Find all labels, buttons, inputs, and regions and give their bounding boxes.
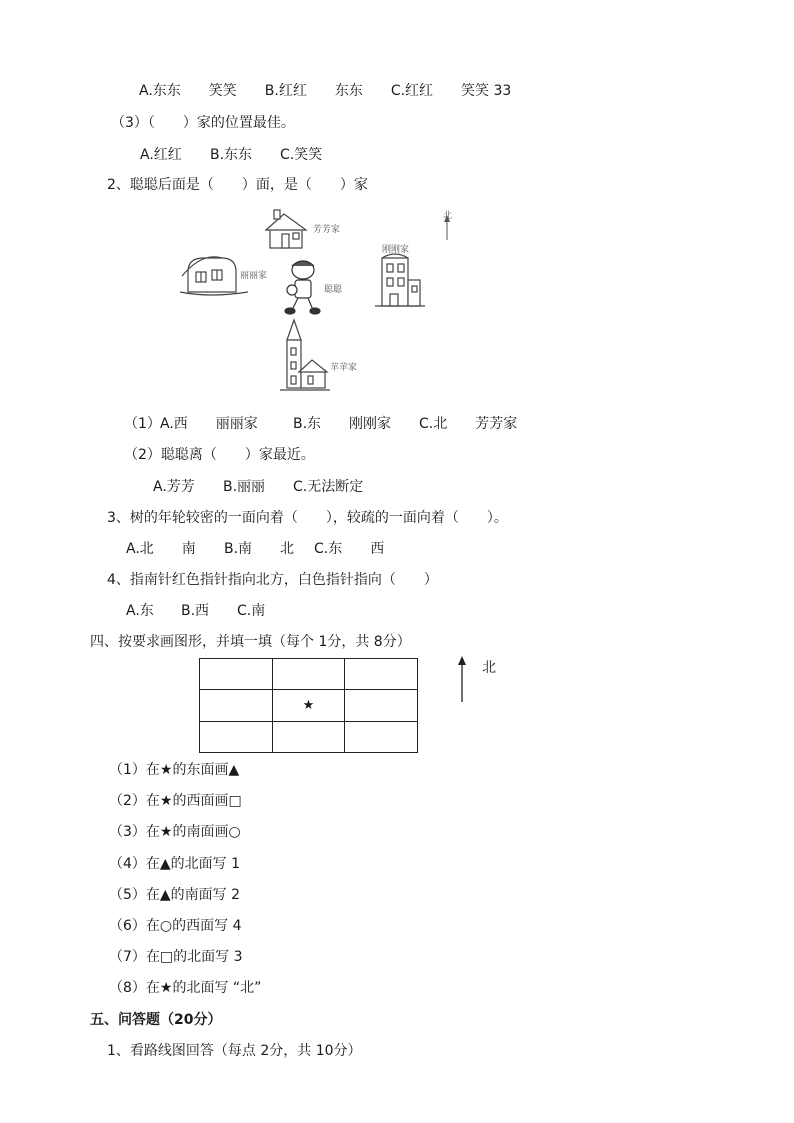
q2-sub2-option-c: C.无法断定: [293, 479, 364, 495]
q2-sub1-option-c: C.北 芳芳家: [419, 416, 518, 432]
grid-cell-w[interactable]: [200, 690, 273, 721]
question-3-prompt: 3、树的年轮较密的一面向着（ ），较疏的一面向着（ ）。: [107, 510, 508, 526]
q2-sub2-option-b: B.丽丽: [223, 479, 266, 495]
q2-sub1-number: （1）: [124, 416, 161, 432]
sub-question-3-prompt: （3）（ ）家的位置最佳。: [111, 115, 295, 131]
q4-option-a: A.东: [126, 603, 154, 619]
map-label-gang: 刚刚家: [382, 245, 410, 255]
q4-option-b: B.西: [181, 603, 210, 619]
q3-option-c: C.东 西: [314, 541, 385, 557]
map-label-lili: 丽丽家: [240, 271, 268, 281]
q3-option-a: A.北 南: [126, 541, 196, 557]
sub-question-3-option-a: A.红红: [140, 147, 182, 163]
map-north-label: 北: [443, 211, 453, 221]
question-4-prompt: 4、指南针红色指针指向北方，白色指针指向（ ）: [107, 572, 438, 588]
draw-item-3: （3）在★的南面画○: [109, 824, 241, 840]
grid-cell-ne[interactable]: [345, 659, 418, 690]
direction-map: [170, 200, 470, 405]
sub-question-3-option-b: B.东东: [210, 147, 253, 163]
star-icon: ★: [302, 697, 315, 713]
section-4-title: 四、按要求画图形，并填一填（每个 1分，共 8分）: [90, 634, 411, 650]
q2-sub2-option-a: A.芳芳: [153, 479, 195, 495]
question-2-prompt: 2、聪聪后面是（ ）面，是（ ）家: [107, 177, 368, 193]
prev-question-options: A.东东 笑笑 B.红红 东东 C.红红 笑笑 33: [139, 83, 512, 99]
grid-cell-e[interactable]: [345, 690, 418, 721]
direction-grid: [199, 658, 418, 753]
q2-sub1-option-b: B.东 刚刚家: [293, 416, 392, 432]
map-label-fangfang: 芳芳家: [313, 225, 341, 235]
grid-cell-nw[interactable]: [200, 659, 273, 690]
q2-sub1-option-a: A.西 丽丽家: [160, 416, 258, 432]
draw-item-4: （4）在▲的北面写 1: [109, 856, 241, 872]
north-arrow-icon: [456, 656, 468, 704]
section-5-title: 五、问答题（20分）: [90, 1012, 222, 1028]
map-label-pingping: 苹苹家: [330, 363, 358, 373]
draw-item-7: （7）在□的北面写 3: [109, 949, 243, 965]
grid-cell-se[interactable]: [345, 721, 418, 752]
draw-item-5: （5）在▲的南面写 2: [109, 887, 241, 903]
draw-item-2: （2）在★的西面画□: [109, 793, 242, 809]
grid-cell-center[interactable]: [272, 690, 345, 721]
q2-sub2-prompt: （2）聪聪离（ ）家最近。: [124, 447, 315, 463]
draw-item-1: （1）在★的东面画▲: [109, 762, 240, 778]
draw-item-6: （6）在○的西面写 4: [109, 918, 242, 934]
q4-option-c: C.南: [237, 603, 266, 619]
q3-option-b: B.南 北: [224, 541, 295, 557]
grid-cell-n[interactable]: [272, 659, 345, 690]
north-label: 北: [482, 660, 496, 676]
map-label-congcong: 聪聪: [324, 285, 343, 295]
sub-question-3-option-c: C.笑笑: [280, 147, 323, 163]
grid-cell-s[interactable]: [272, 721, 345, 752]
grid-cell-sw[interactable]: [200, 721, 273, 752]
draw-item-8: （8）在★的北面写 “北”: [109, 980, 262, 996]
section-5-question-1: 1、看路线图回答（每点 2分，共 10分）: [107, 1043, 362, 1059]
